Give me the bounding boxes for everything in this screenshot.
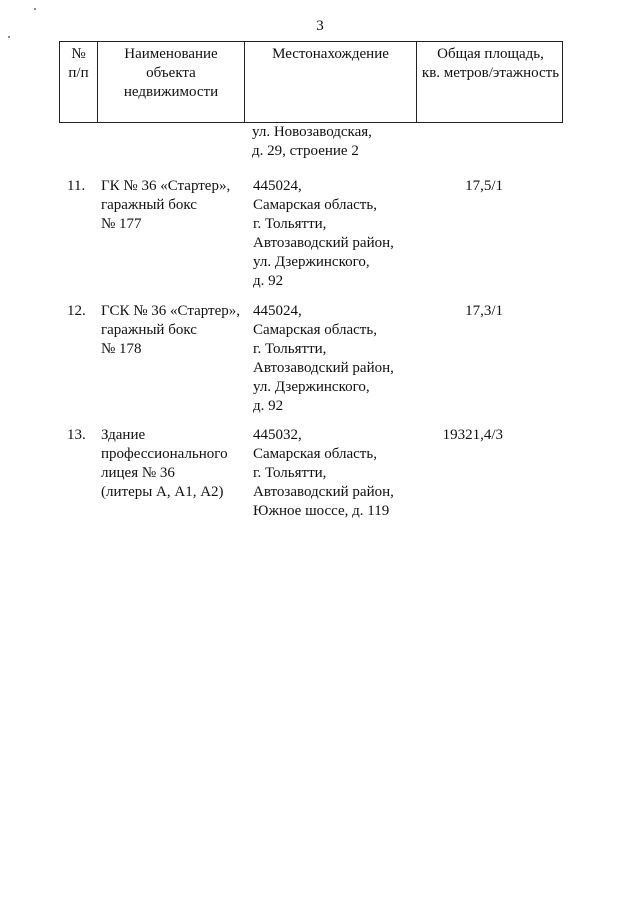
header-area: Общая площадь, кв. метров/этажность [421,46,560,81]
row-object-name: ГК № 36 «Стартер», гаражный бокс № 177 [101,178,231,232]
header-location: Местонахождение [245,42,417,122]
row-object-name: Здание профессионального лицея № 36 (литеры А, А1, А2) [101,427,228,500]
row-object-name: ГСК № 36 «Стартер», гаражный бокс № 178 [101,303,241,357]
row-area: 19321,4/3 [442,427,503,443]
continuation-location: ул. Новозаводская, д. 29, строение 2 [252,124,372,159]
row-number: 13. [67,427,86,443]
table-header [59,41,563,123]
row-location: 445024, Самарская область, г. Тольятти, Автозаводский район, ул. Дзержинского, д. 92 [253,303,394,414]
header-object-name: Наименование объекта недвижимости [98,42,245,122]
row-area: 17,3/1 [465,303,503,319]
row-number: 12. [67,303,86,319]
page-number: 3 [316,18,324,34]
scan-speck [8,36,10,38]
table-row [59,426,563,521]
row-area: 17,5/1 [465,178,503,194]
table-row [59,302,563,416]
row-number: 11. [67,178,86,194]
scan-speck [34,8,36,10]
row-location: 445032, Самарская область, г. Тольятти, Автозаводский район, Южное шоссе, д. 119 [253,427,394,519]
header-number: № п/п [60,42,98,122]
table-row [59,177,563,291]
row-location: 445024, Самарская область, г. Тольятти, Автозаводский район, ул. Дзержинского, д. 92 [253,178,394,289]
